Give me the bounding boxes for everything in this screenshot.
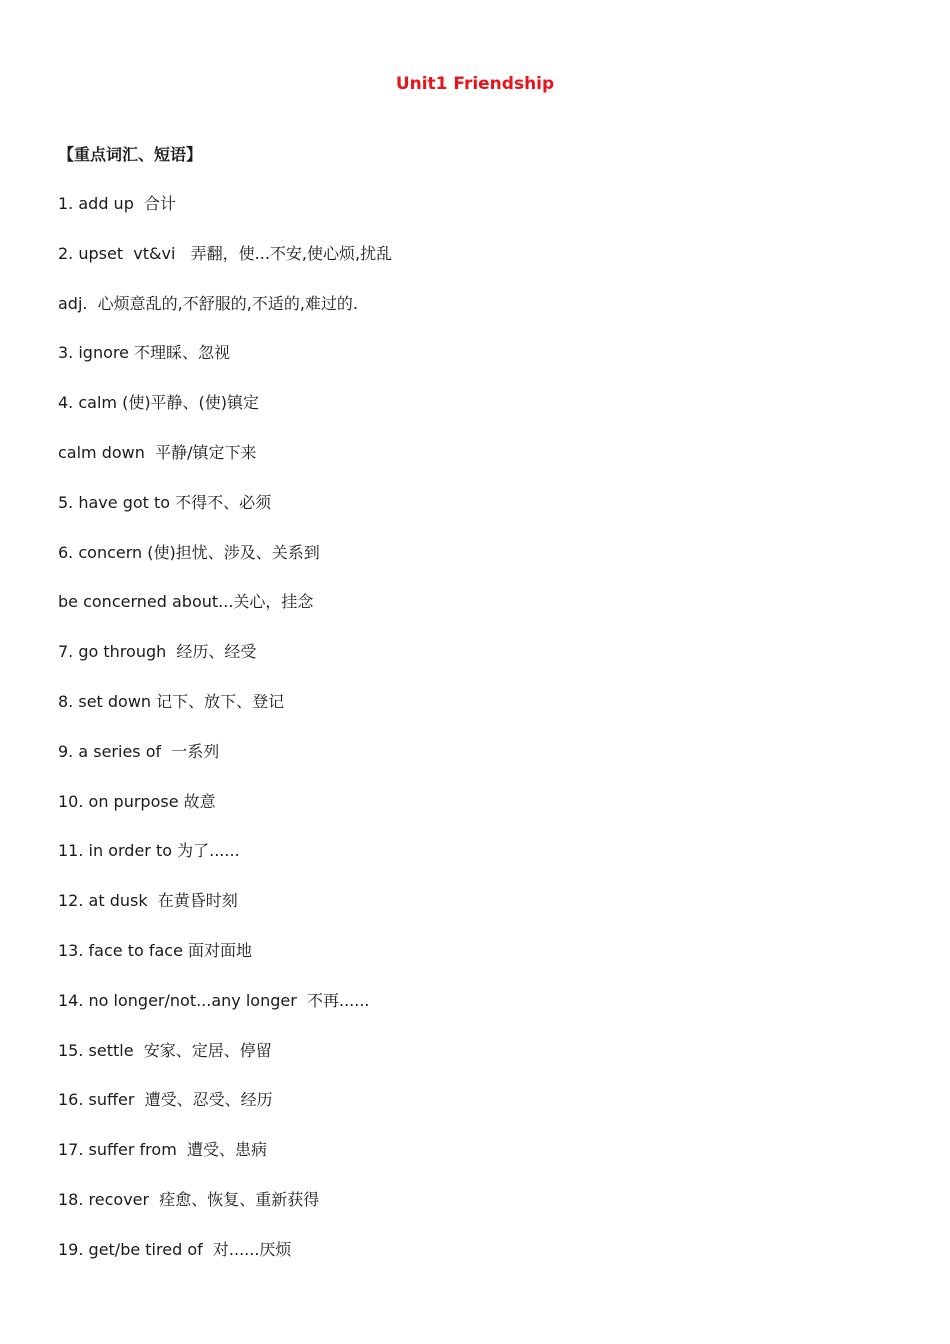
vocab-item: 1. add up 合计 (58, 194, 177, 213)
vocab-item: 3. ignore 不理睬、忽视 (58, 343, 231, 363)
vocab-item: 19. get/be tired of 对......厌烦 (58, 1239, 292, 1259)
vocab-item: 17. suffer from 遭受、患病 (58, 1140, 267, 1160)
vocab-item: 6. concern (使)担忧、涉及、关系到 (58, 542, 320, 562)
vocab-item: 16. suffer 遭受、忍受、经历 (58, 1090, 273, 1110)
vocab-item: adj. 心烦意乱的,不舒服的,不适的,难过的. (58, 293, 359, 313)
vocab-item: 9. a series of 一系列 (58, 741, 220, 761)
vocab-item: 8. set down 记下、放下、登记 (58, 691, 285, 711)
vocab-item: 12. at dusk 在黄昏时刻 (58, 891, 238, 911)
vocab-item: be concerned about...关心，挂念 (58, 592, 314, 612)
vocab-list (58, 193, 392, 1289)
vocab-item: 18. recover 痊愈、恢复、重新获得 (58, 1189, 320, 1209)
page-title: Unit1 Friendship (395, 74, 555, 94)
vocab-item: 4. calm (使)平静、(使)镇定 (58, 393, 260, 413)
vocab-item: 7. go through 经历、经受 (58, 642, 257, 662)
vocab-item: 2. upset vt&vi 弄翻，使...不安,使心烦,扰乱 (58, 243, 393, 263)
vocab-item: 5. have got to 不得不、必须 (58, 492, 272, 512)
vocab-item: 15. settle 安家、定居、停留 (58, 1040, 272, 1060)
vocab-item: calm down 平静/镇定下来 (58, 442, 257, 462)
vocab-item: 14. no longer/not...any longer 不再...... (58, 990, 370, 1010)
vocab-item: 10. on purpose 故意 (58, 791, 216, 811)
section-heading: 【重点词汇、短语】 (58, 145, 203, 164)
vocab-item: 13. face to face 面对面地 (58, 940, 253, 960)
vocab-item: 11. in order to 为了...... (58, 841, 240, 861)
